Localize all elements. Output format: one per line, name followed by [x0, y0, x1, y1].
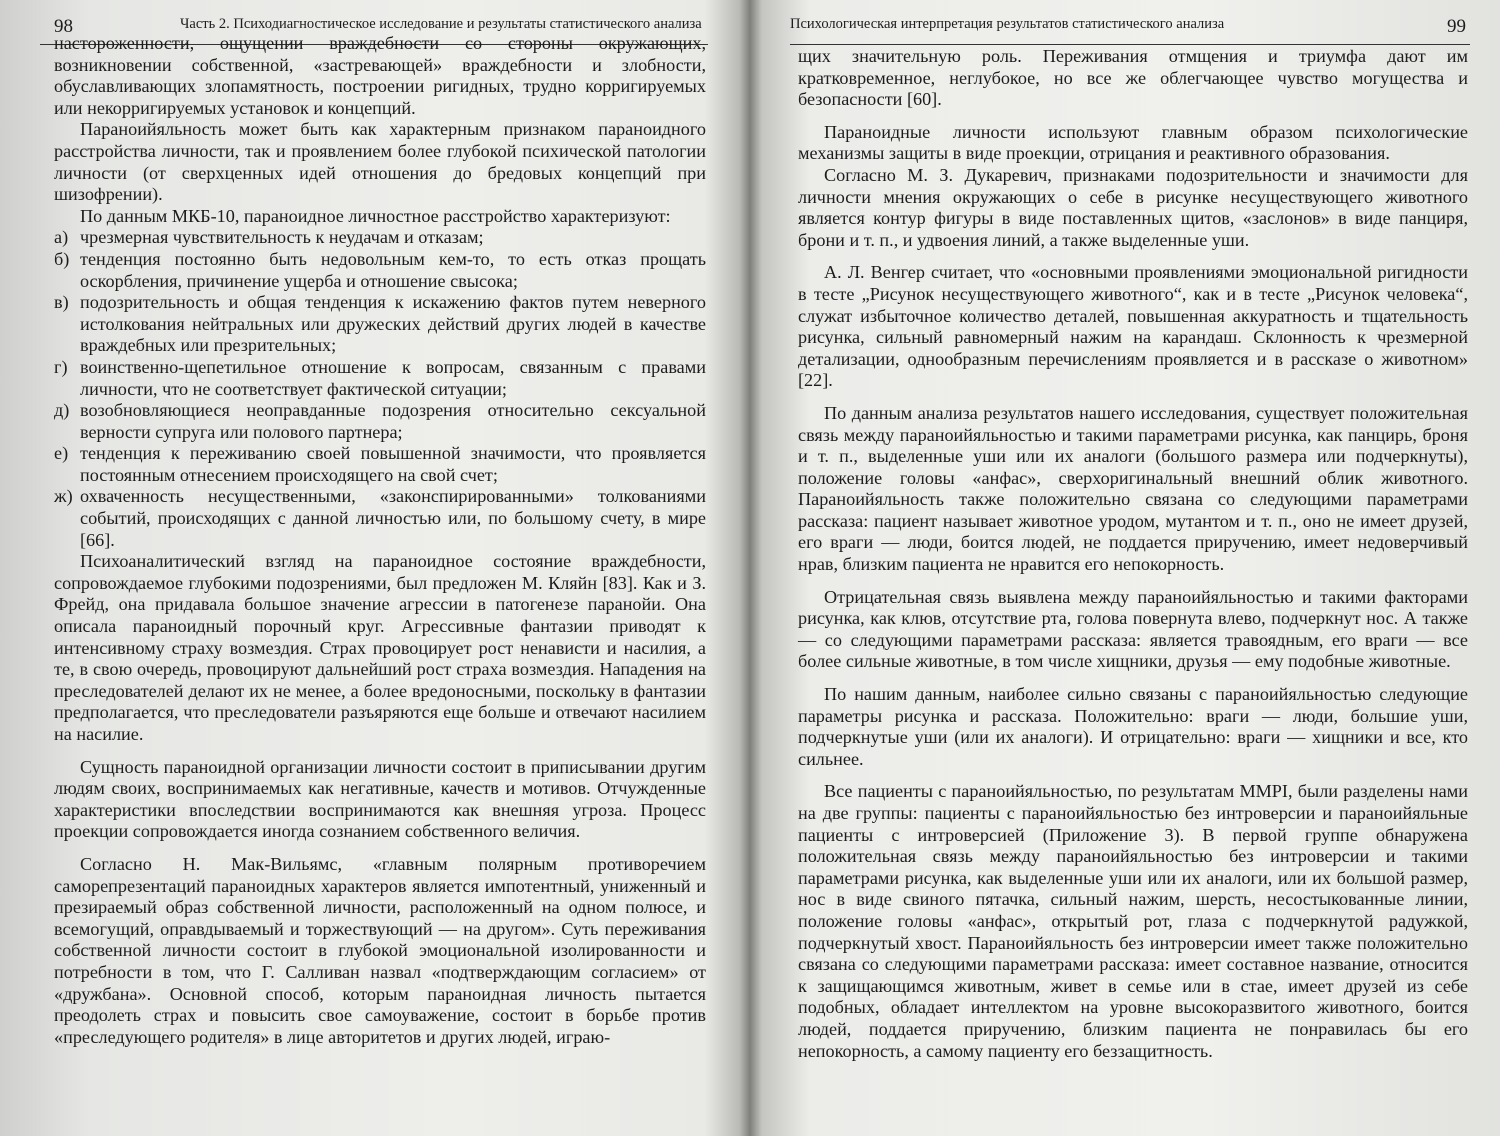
paragraph: А. Л. Венгер считает, что «основными проявлениями эмоциональной ригидности в тесте „Рисунок несуществующего животного“, как и в тесте „Рисунок человека“, служат избыточное количество деталей, повышенная аккуратность и тщательность рисунка, сильный равномерный нажим на карандаш. Склонность к чрезмерной детализации, однообразным перечислениям проявляется и в рассказе о животном» [22].	[798, 262, 1468, 391]
list-text: тенденция постоянно быть недовольным кем-то, то есть отказ прощать оскорбления, причинение ущерба и отношение свысока;	[80, 248, 706, 291]
paragraph: Сущность параноидной организации личности состоит в приписывании другим людям своих, воспринимаемых как негативные, качеств и мотивов. Отчужденные характеристики впоследствии воспринимаются как внешняя угроза. Процесс проекции сопровождается иногда сознанием собственного величия.	[54, 756, 706, 842]
list-marker: е)	[54, 443, 69, 464]
right-page	[752, 0, 1500, 1136]
paragraph: Параноийяльность может быть как характерным признаком параноидного расстройства личности, так и проявлением более глубокой психической патологии личности (от сверхценных идей отношения до бредовых концепций при шизофрении).	[54, 119, 706, 205]
list-marker: д)	[54, 400, 70, 421]
list-marker: а)	[54, 227, 69, 248]
paragraph: Параноидные личности используют главным образом психологические механизмы защиты в виде проекции, отрицания и реактивного образования.	[798, 121, 1468, 164]
left-page	[0, 0, 748, 1136]
list-marker: г)	[54, 356, 68, 377]
list-text: воинственно-щепетильное отношение к вопросам, связанным с правами личности, что не соответствует фактической ситуации;	[80, 356, 706, 399]
list-marker: б)	[54, 248, 70, 269]
list-item	[54, 443, 706, 486]
page-number: 99	[1447, 16, 1466, 37]
paragraph: настороженности, ощущении враждебности со стороны окружающих, возникновении собственной, «застревающей» враждебности и злобности, обуславливающих злопамятность, построении ригидных, трудно корригируемых или некорригируемых установок и концепций.	[54, 33, 706, 118]
list-item	[54, 292, 706, 357]
list-marker: в)	[54, 292, 69, 313]
list-item	[54, 249, 706, 292]
running-head	[790, 6, 1470, 45]
paragraph: Отрицательная связь выявлена между параноийяльностью и такими факторами рисунка, как клюв, отсутствие рта, голова повернута влево, подчеркнут нос. А также — со следующими параметрами рассказа: является травоядным, его враги — все более сильные животные, в том числе хищники, друзья — ему подобные животные.	[798, 586, 1468, 672]
list-text: возобновляющиеся неоправданные подозрения относительно сексуальной верности супруга или полового партнера;	[80, 400, 706, 442]
list-text: охваченность несущественными, «законспирированными» толкованиями событий, происходящих с данной личностью или, по большому счету, в мире [66].	[80, 486, 706, 550]
list-marker: ж)	[54, 486, 73, 507]
paragraph: Согласно М. З. Дукаревич, признаками подозрительности и значимости для личности мнения окружающих о себе в рисунке несуществующего животного является контур фигуры в виде поставленных щитов, «заслонов» в виде панциря, брони и т. п., и удвоения линий, а также выделенные уши.	[798, 164, 1468, 250]
running-title: Часть 2. Психодиагностическое исследование и результаты статистического анализа	[180, 16, 702, 32]
list-item	[54, 400, 706, 443]
paragraph: Согласно Н. Мак-Вильямс, «главным полярным противоречием саморепрезентаций параноидных характеров является импотентный, униженный и презираемый образ собственной личности, расположенный на одном полюсе, и всемогущий, оправдываемый и торжествующий — на другом». Суть переживания собственной личности состоит в глубокой эмоциональной изолированности и потребности в том, что Г. Салливан назвал «подтверждающим согласием» от «дружбана». Основной способ, которым параноидная личность пытается преодолеть страх и повысить свое самоуважение, состоит в борьбе против «преследующего родителя» в лице авторитетов и других людей, играю-	[54, 853, 706, 1047]
running-title: Психологическая интерпретация результатов статистического анализа	[790, 16, 1225, 32]
list-item	[54, 227, 706, 249]
list-item	[54, 357, 706, 400]
list-text: тенденция к переживанию своей повышенной значимости, что проявляется постоянным отнесением происходящего на свой счет;	[80, 443, 706, 485]
list-item	[54, 486, 706, 551]
page-number: 98	[54, 16, 73, 37]
list-text: чрезмерная чувствительность к неудачам и отказам;	[80, 227, 484, 248]
paragraph: Психоаналитический взгляд на параноидное состояние враждебности, сопровождаемое глубокими подозрениями, был предложен М. Кляйн [83]. Как и З. Фрейд, она придавала большое значение агрессии в патогенезе паранойи. Она описала параноидный порочный круг. Агрессивные фантазии приводят к интенсивному страху возмездия. Страх провоцирует рост ненависти и насилия, а те, в свою очередь, провоцируют дальнейший рост страха возмездия. Нападения на преследователей делают их не менее, а более вредоносными, поскольку в фантазии предполагается, что преследователи разъяряются еще больше и отвечают насилием на насилие.	[54, 551, 706, 744]
paragraph: По данным МКБ-10, параноидное личностное расстройство характеризуют:	[80, 205, 671, 226]
paragraph: Все пациенты с параноийяльностью, по результатам MMPI, были разделены нами на две группы: пациенты с параноийяльностью без интроверсии и параноийяльные пациенты с интроверсией (Приложение 3). В первой группе обнаружена положительная связь между параноийяльностью без интроверсии и такими параметрами рисунка, как выделенные уши или их аналоги, или их большой размер, нос в виде свиного пятачка, сильный нажим, шерсть, несостыкованные линии, положение головы «анфас», открытый рот, глаза с подчеркнутой радужкой, подчеркнутый хвост. Параноийяльность без интроверсии имеет также положительно связана со следующими параметрами рассказа: имеет составное название, относится к защищающимся животным, живет в семье или в стае, имеет друзей из себе подобных, обладает интеллектом на уровне высокоразвитого животного, боится людей, поддается приручению, близким пациента не понравилась бы его непокорность, а самому пациенту его беззащитность.	[798, 781, 1468, 1061]
page-body	[54, 33, 706, 1048]
paragraph: По данным анализа результатов нашего исследования, существует положительная связь между параноийяльностью и такими параметрами рисунка, как панцирь, броня и т. п., выделенные уши или их аналоги (большого размера или подчеркнуты), положение головы «анфас», сверхоригинальный внешний облик животного. Параноийяльность также положительно связана со следующими параметрами рассказа: пациент называет животное уродом, мутантом и т. п., оно не имеет друзей, его враги — люди, боится людей, не поддается приручению, имеет недоверчивый нрав, близким пациента не нравится его непокорность.	[798, 402, 1468, 575]
page-body	[798, 46, 1468, 1062]
list-text: подозрительность и общая тенденция к искажению фактов путем неверного истолкования нейтральных или дружеских действий других людей в качестве враждебных или презрительных;	[80, 292, 706, 356]
paragraph: По нашим данным, наиболее сильно связаны с параноийяльностью следующие параметры рисунка и рассказа. Положительно: враги — люди, большие уши, подчеркнутые уши (или их аналоги). И отрицательно: враги — хищники и все, кто сильнее.	[798, 684, 1468, 769]
paragraph: щих значительную роль. Переживания отмщения и триумфа дают им кратковременное, неглубокое, но все же облегчающее чувство могущества и безопасности [60].	[798, 46, 1468, 110]
